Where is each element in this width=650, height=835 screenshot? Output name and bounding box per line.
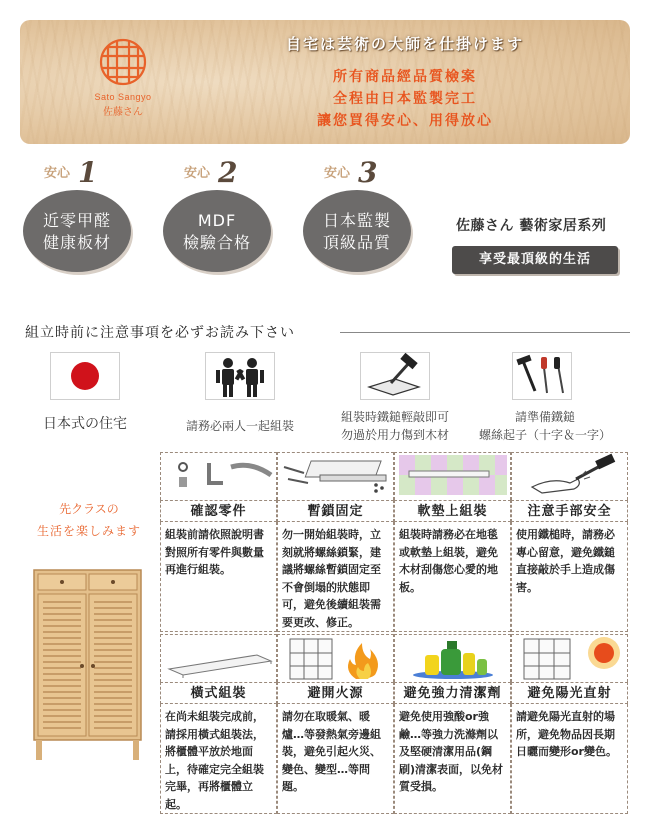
- mat-icon: [394, 452, 511, 500]
- screws-icon: [277, 452, 394, 500]
- notice-body: 組裝時請務必在地毯或軟墊上組裝，避免木材刮傷您心愛的地板。: [394, 522, 511, 632]
- tools-icon: [512, 352, 572, 400]
- top-banner: [20, 20, 630, 144]
- icon-caption-3: [325, 408, 465, 444]
- notice-body: 請避免陽光直射的場所，避免物品因長期日曬而變形or變色。: [511, 704, 628, 814]
- notice-title: 避免陽光直射: [511, 682, 628, 704]
- cleaner-icon: [394, 634, 511, 682]
- badge-number: 1: [78, 156, 98, 189]
- section-divider: [340, 332, 630, 333]
- notice-body: 使用鐵槌時，請務必專心留意，避免鐵鎚直接敲於手上造成傷害。: [511, 522, 628, 632]
- notice-title: 橫式組裝: [160, 682, 277, 704]
- badge-text: [163, 210, 271, 254]
- icon-caption-1: 日本式の住宅: [43, 416, 127, 432]
- notice-body: 勿一開始組裝時，立刻就將螺絲鎖緊，建議將螺絲暫鎖固定至不會倒塌的狀態即可，避免後續組裝需要更改、修正。: [277, 522, 394, 632]
- banner-line-3: 讓您買得安心、用得放心: [317, 113, 493, 129]
- badge-number: 3: [358, 156, 378, 189]
- icon-caption-4-line-2: 螺絲起子（十字＆一字）: [478, 428, 611, 442]
- badge-line-2: 頂級品質: [322, 233, 391, 252]
- badge-line-2: 檢驗合格: [182, 233, 251, 252]
- notice-body: 避免使用強酸or強鹼…等強力洗滌劑以及堅硬清潔用品(鋼刷)清潔表面，以免材質受損。: [394, 704, 511, 814]
- notice-body: 在尚未組裝完成前，請採用橫式組裝法，將櫃體平放於地面上，待確定完全組裝完畢，再將櫃體立起。: [160, 704, 277, 814]
- banner-taglines: [190, 66, 620, 132]
- logo-text-en: Sato Sangyo: [94, 92, 152, 102]
- badge-line-1: MDF: [197, 211, 237, 230]
- badge-tag: 安心: [44, 166, 71, 181]
- promo-text: [20, 498, 158, 542]
- banner-line-1: 所有商品經品質檢案: [333, 69, 477, 85]
- notice-title: 確認零件: [160, 500, 277, 522]
- series-title: 佐藤さん 藝術家居系列: [456, 218, 607, 234]
- notice-title: 避開火源: [277, 682, 394, 704]
- badge-line-2: 健康板材: [42, 233, 111, 252]
- banner-title: 自宅は芸術の大師を仕掛けます: [285, 35, 524, 53]
- notice-title: 注意手部安全: [511, 500, 628, 522]
- logo-text-jp: 佐藤さん: [103, 107, 143, 118]
- series-pill: 享受最頂級的生活: [452, 246, 618, 274]
- banner-line-2: 全程由日本監製完工: [333, 91, 477, 107]
- icon-caption-4-line-1: 請準備鐵鎚: [514, 410, 575, 424]
- sun-icon: [511, 634, 628, 682]
- two-people-icon: [205, 352, 275, 400]
- notice-grid: [160, 452, 630, 814]
- icon-caption-4: [470, 408, 620, 444]
- notice-body: 組裝前請依照說明書對照所有零件與數量再進行組裝。: [160, 522, 277, 632]
- badge-number: 2: [218, 156, 238, 189]
- fire-icon: [277, 634, 394, 682]
- badge-2: [158, 156, 278, 275]
- badge-1: [18, 156, 138, 275]
- hammer-board-icon: [360, 352, 430, 400]
- section-title: 組立時前に注意事項を必ずお読み下さい: [25, 325, 295, 341]
- notice-title: 暫鎖固定: [277, 500, 394, 522]
- badge-line-1: 近零甲醛: [42, 211, 111, 230]
- logo-mark-icon: [97, 36, 149, 90]
- badge-tag: 安心: [324, 166, 351, 181]
- badge-line-1: 日本監製: [322, 211, 391, 230]
- notice-title: 軟墊上組裝: [394, 500, 511, 522]
- icon-caption-3-line-2: 勿過於用力傷到木材: [340, 428, 449, 442]
- notice-title: 避免強力清潔劑: [394, 682, 511, 704]
- notice-body: 請勿在取暖氣、暖爐…等發熱氣旁邊組裝，避免引起火災、變色、變型…等問題。: [277, 704, 394, 814]
- badge-tag: 安心: [184, 166, 211, 181]
- badge-text: [23, 210, 131, 254]
- shoe-cabinet-icon: [30, 566, 145, 762]
- badge-3: [298, 156, 418, 275]
- badge-text: [303, 210, 411, 254]
- japan-flag-icon: [50, 352, 120, 400]
- parts-icon: [160, 452, 277, 500]
- promo-line-2: 生活を楽しみます: [36, 524, 141, 538]
- brand-logo: [78, 36, 168, 136]
- icon-caption-2: 請務必兩人一起組裝: [185, 419, 294, 433]
- flat-board-icon: [160, 634, 277, 682]
- hand-hammer-icon: [511, 452, 628, 500]
- promo-line-1: 先クラスの: [59, 502, 119, 516]
- icon-caption-3-line-1: 組裝時鐵鎚輕敲即可: [340, 410, 449, 424]
